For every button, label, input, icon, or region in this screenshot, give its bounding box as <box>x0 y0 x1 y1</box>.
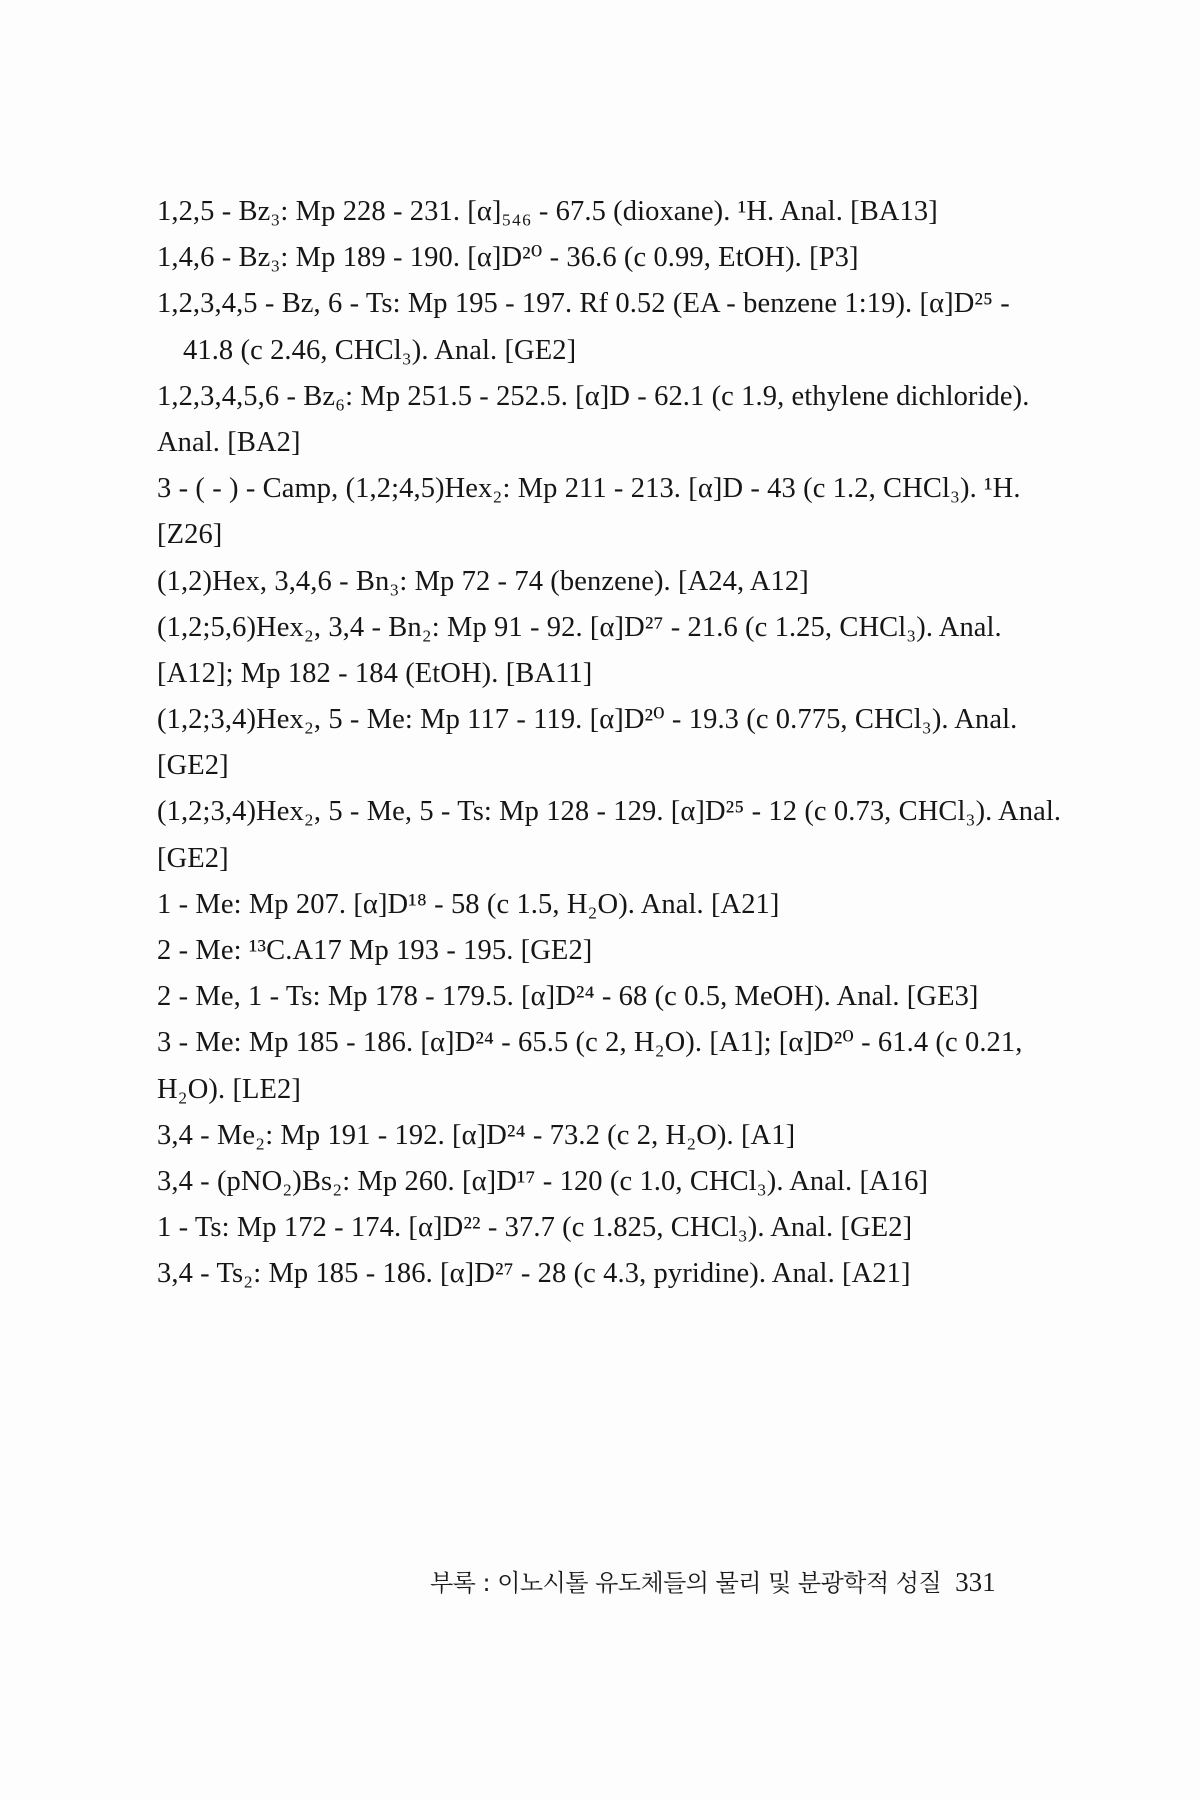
entry-line: 2 - Me, 1 - Ts: Mp 178 - 179.5. [α]D²⁴ - 68 (c 0.5, MeOH). Anal. [GE3] <box>157 981 979 1013</box>
compound-entries <box>157 189 1062 1298</box>
entry-line: 1 - Ts: Mp 172 - 174. [α]D²² - 37.7 (c 1.825, CHCl₃). Anal. [GE2] <box>157 1212 913 1244</box>
entry-line: 3,4 - Me₂: Mp 191 - 192. [α]D²⁴ - 73.2 (c 2, H₂O). [A1] <box>157 1119 796 1151</box>
page-number: 331 <box>955 1567 996 1597</box>
entry-continuation: [Z26] <box>157 519 223 551</box>
entry-continuation: [GE2] <box>157 842 229 874</box>
entry-line: 1,2,3,4,5,6 - Bz₆: Mp 251.5 - 252.5. [α]D - 62.1 (c 1.9, ethylene dichloride). <box>157 380 1030 412</box>
entry-line: 1,2,3,4,5 - Bz, 6 - Ts: Mp 195 - 197. Rf 0.52 (EA - benzene 1:19). [α]D²⁵ - <box>157 288 1010 320</box>
entry-line: (1,2)Hex, 3,4,6 - Bn₃: Mp 72 - 74 (benzene). [A24, A12] <box>157 565 809 597</box>
running-title: 부록 : 이노시톨 유도체들의 물리 및 분광학적 성질 <box>430 1569 942 1597</box>
entry-continuation: [A12]; Mp 182 - 184 (EtOH). [BA11] <box>157 657 593 689</box>
page-footer <box>430 1563 1030 1598</box>
entry-line: (1,2;3,4)Hex₂, 5 - Me: Mp 117 - 119. [α]D²⁰ - 19.3 (c 0.775, CHCl₃). Anal. <box>157 704 1018 736</box>
entry-line: 3 - ( - ) - Camp, (1,2;4,5)Hex₂: Mp 211 - 213. [α]D - 43 (c 1.2, CHCl₃). ¹H. <box>157 473 1021 505</box>
entry-continuation: [GE2] <box>157 750 229 782</box>
entry-line: 1 - Me: Mp 207. [α]D¹⁸ - 58 (c 1.5, H₂O). Anal. [A21] <box>157 888 780 920</box>
entry-continuation: H₂O). [LE2] <box>157 1073 301 1105</box>
entry-line: 3,4 - Ts₂: Mp 185 - 186. [α]D²⁷ - 28 (c 4.3, pyridine). Anal. [A21] <box>157 1258 911 1290</box>
entry-line: 3 - Me: Mp 185 - 186. [α]D²⁴ - 65.5 (c 2, H₂O). [A1]; [α]D²⁰ - 61.4 (c 0.21, <box>157 1027 1023 1059</box>
entry-line: (1,2;5,6)Hex₂, 3,4 - Bn₂: Mp 91 - 92. [α]D²⁷ - 21.6 (c 1.25, CHCl₃). Anal. <box>157 611 1002 643</box>
entry-line: 1,2,5 - Bz₃: Mp 228 - 231. [α]₅₄₆ - 67.5 (dioxane). ¹H. Anal. [BA13] <box>157 196 938 227</box>
entry-line: 1,4,6 - Bz₃: Mp 189 - 190. [α]D²⁰ - 36.6 (c 0.99, EtOH). [P3] <box>157 242 859 274</box>
entry-line: 2 - Me: ¹³C.A17 Mp 193 - 195. [GE2] <box>157 935 593 966</box>
entry-continuation: 41.8 (c 2.46, CHCl₃). Anal. [GE2] <box>183 334 577 366</box>
entry-line: (1,2;3,4)Hex₂, 5 - Me, 5 - Ts: Mp 128 - 129. [α]D²⁵ - 12 (c 0.73, CHCl₃). Anal. <box>157 796 1062 828</box>
entry-continuation: Anal. [BA2] <box>157 426 301 458</box>
entry-line: 3,4 - (pNO₂)Bs₂: Mp 260. [α]D¹⁷ - 120 (c 1.0, CHCl₃). Anal. [A16] <box>157 1165 929 1197</box>
